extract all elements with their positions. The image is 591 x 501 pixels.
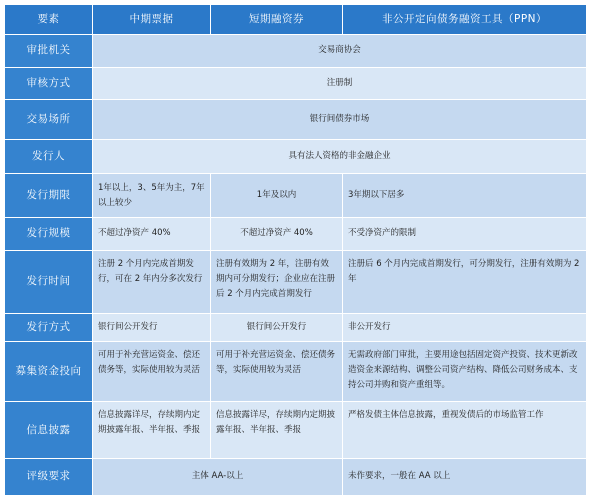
table-cell: 银行间公开发行 bbox=[93, 313, 211, 341]
table-row bbox=[5, 402, 587, 459]
table-row bbox=[5, 250, 587, 313]
table-cell: 信息披露详尽，存续期内定期披露年报、半年报、季报 bbox=[93, 402, 211, 459]
table-cell: 银行间公开发行 bbox=[211, 313, 343, 341]
table-cell: 非公开发行 bbox=[343, 313, 587, 341]
debt-instrument-comparison-table bbox=[4, 4, 587, 496]
row-label: 交易场所 bbox=[5, 100, 93, 139]
row-label: 募集资金投向 bbox=[5, 342, 93, 402]
table-header-row bbox=[5, 5, 587, 35]
table-body bbox=[5, 35, 587, 496]
table-row bbox=[5, 67, 587, 100]
row-label: 发行规模 bbox=[5, 218, 93, 251]
table-cell: 未作要求，一般在 AA 以上 bbox=[343, 458, 587, 495]
row-label: 信息披露 bbox=[5, 402, 93, 459]
table-cell: 信息披露详尽，存续期内定期披露年报、半年报、季报 bbox=[211, 402, 343, 459]
table-cell: 银行间债券市场 bbox=[93, 100, 587, 139]
table-cell: 注册制 bbox=[93, 67, 587, 100]
header-element: 要素 bbox=[5, 5, 93, 35]
table-cell: 不超过净资产 40% bbox=[93, 218, 211, 251]
table-row bbox=[5, 342, 587, 402]
table-row bbox=[5, 218, 587, 251]
row-label: 审核方式 bbox=[5, 67, 93, 100]
table-cell: 注册 2 个月内完成首期发行，可在 2 年内分多次发行 bbox=[93, 250, 211, 313]
table-cell: 3年期以下居多 bbox=[343, 174, 587, 218]
table-cell: 可用于补充营运资金、偿还债务等，实际使用较为灵活 bbox=[211, 342, 343, 402]
table-cell: 可用于补充营运资金、偿还债务等，实际使用较为灵活 bbox=[93, 342, 211, 402]
table-cell: 1年及以内 bbox=[211, 174, 343, 218]
table-cell: 主体 AA-以上 bbox=[93, 458, 343, 495]
row-label: 发行期限 bbox=[5, 174, 93, 218]
table-row bbox=[5, 100, 587, 139]
table-cell: 无需政府部门审批，主要用途包括固定资产投资、技术更新改造资金来源结构、调整公司资产结构、降低公司财务成本、支持公司并购和资产重组等。 bbox=[343, 342, 587, 402]
table-cell: 1年以上，3、5年为主，7年以上较少 bbox=[93, 174, 211, 218]
row-label: 发行人 bbox=[5, 139, 93, 174]
header-cp: 短期融资券 bbox=[211, 5, 343, 35]
table-row bbox=[5, 174, 587, 218]
table-row bbox=[5, 313, 587, 341]
header-ppn: 非公开定向债务融资工具（PPN） bbox=[343, 5, 587, 35]
table-row bbox=[5, 458, 587, 495]
row-label: 评级要求 bbox=[5, 458, 93, 495]
table-cell: 注册有效期为 2 年，注册有效期内可分期发行；企业应在注册后 2 个月内完成首期发行 bbox=[211, 250, 343, 313]
row-label: 发行时间 bbox=[5, 250, 93, 313]
table-row bbox=[5, 35, 587, 68]
table-cell: 不受净资产的限制 bbox=[343, 218, 587, 251]
row-label: 审批机关 bbox=[5, 35, 93, 68]
table-cell: 不超过净资产 40% bbox=[211, 218, 343, 251]
table-cell: 注册后 6 个月内完成首期发行，可分期发行，注册有效期为 2 年 bbox=[343, 250, 587, 313]
header-mtn: 中期票据 bbox=[93, 5, 211, 35]
table-cell: 具有法人资格的非金融企业 bbox=[93, 139, 587, 174]
table-cell: 交易商协会 bbox=[93, 35, 587, 68]
table-cell: 严格发债主体信息披露，重视发债后的市场监管工作 bbox=[343, 402, 587, 459]
row-label: 发行方式 bbox=[5, 313, 93, 341]
table-row bbox=[5, 139, 587, 174]
